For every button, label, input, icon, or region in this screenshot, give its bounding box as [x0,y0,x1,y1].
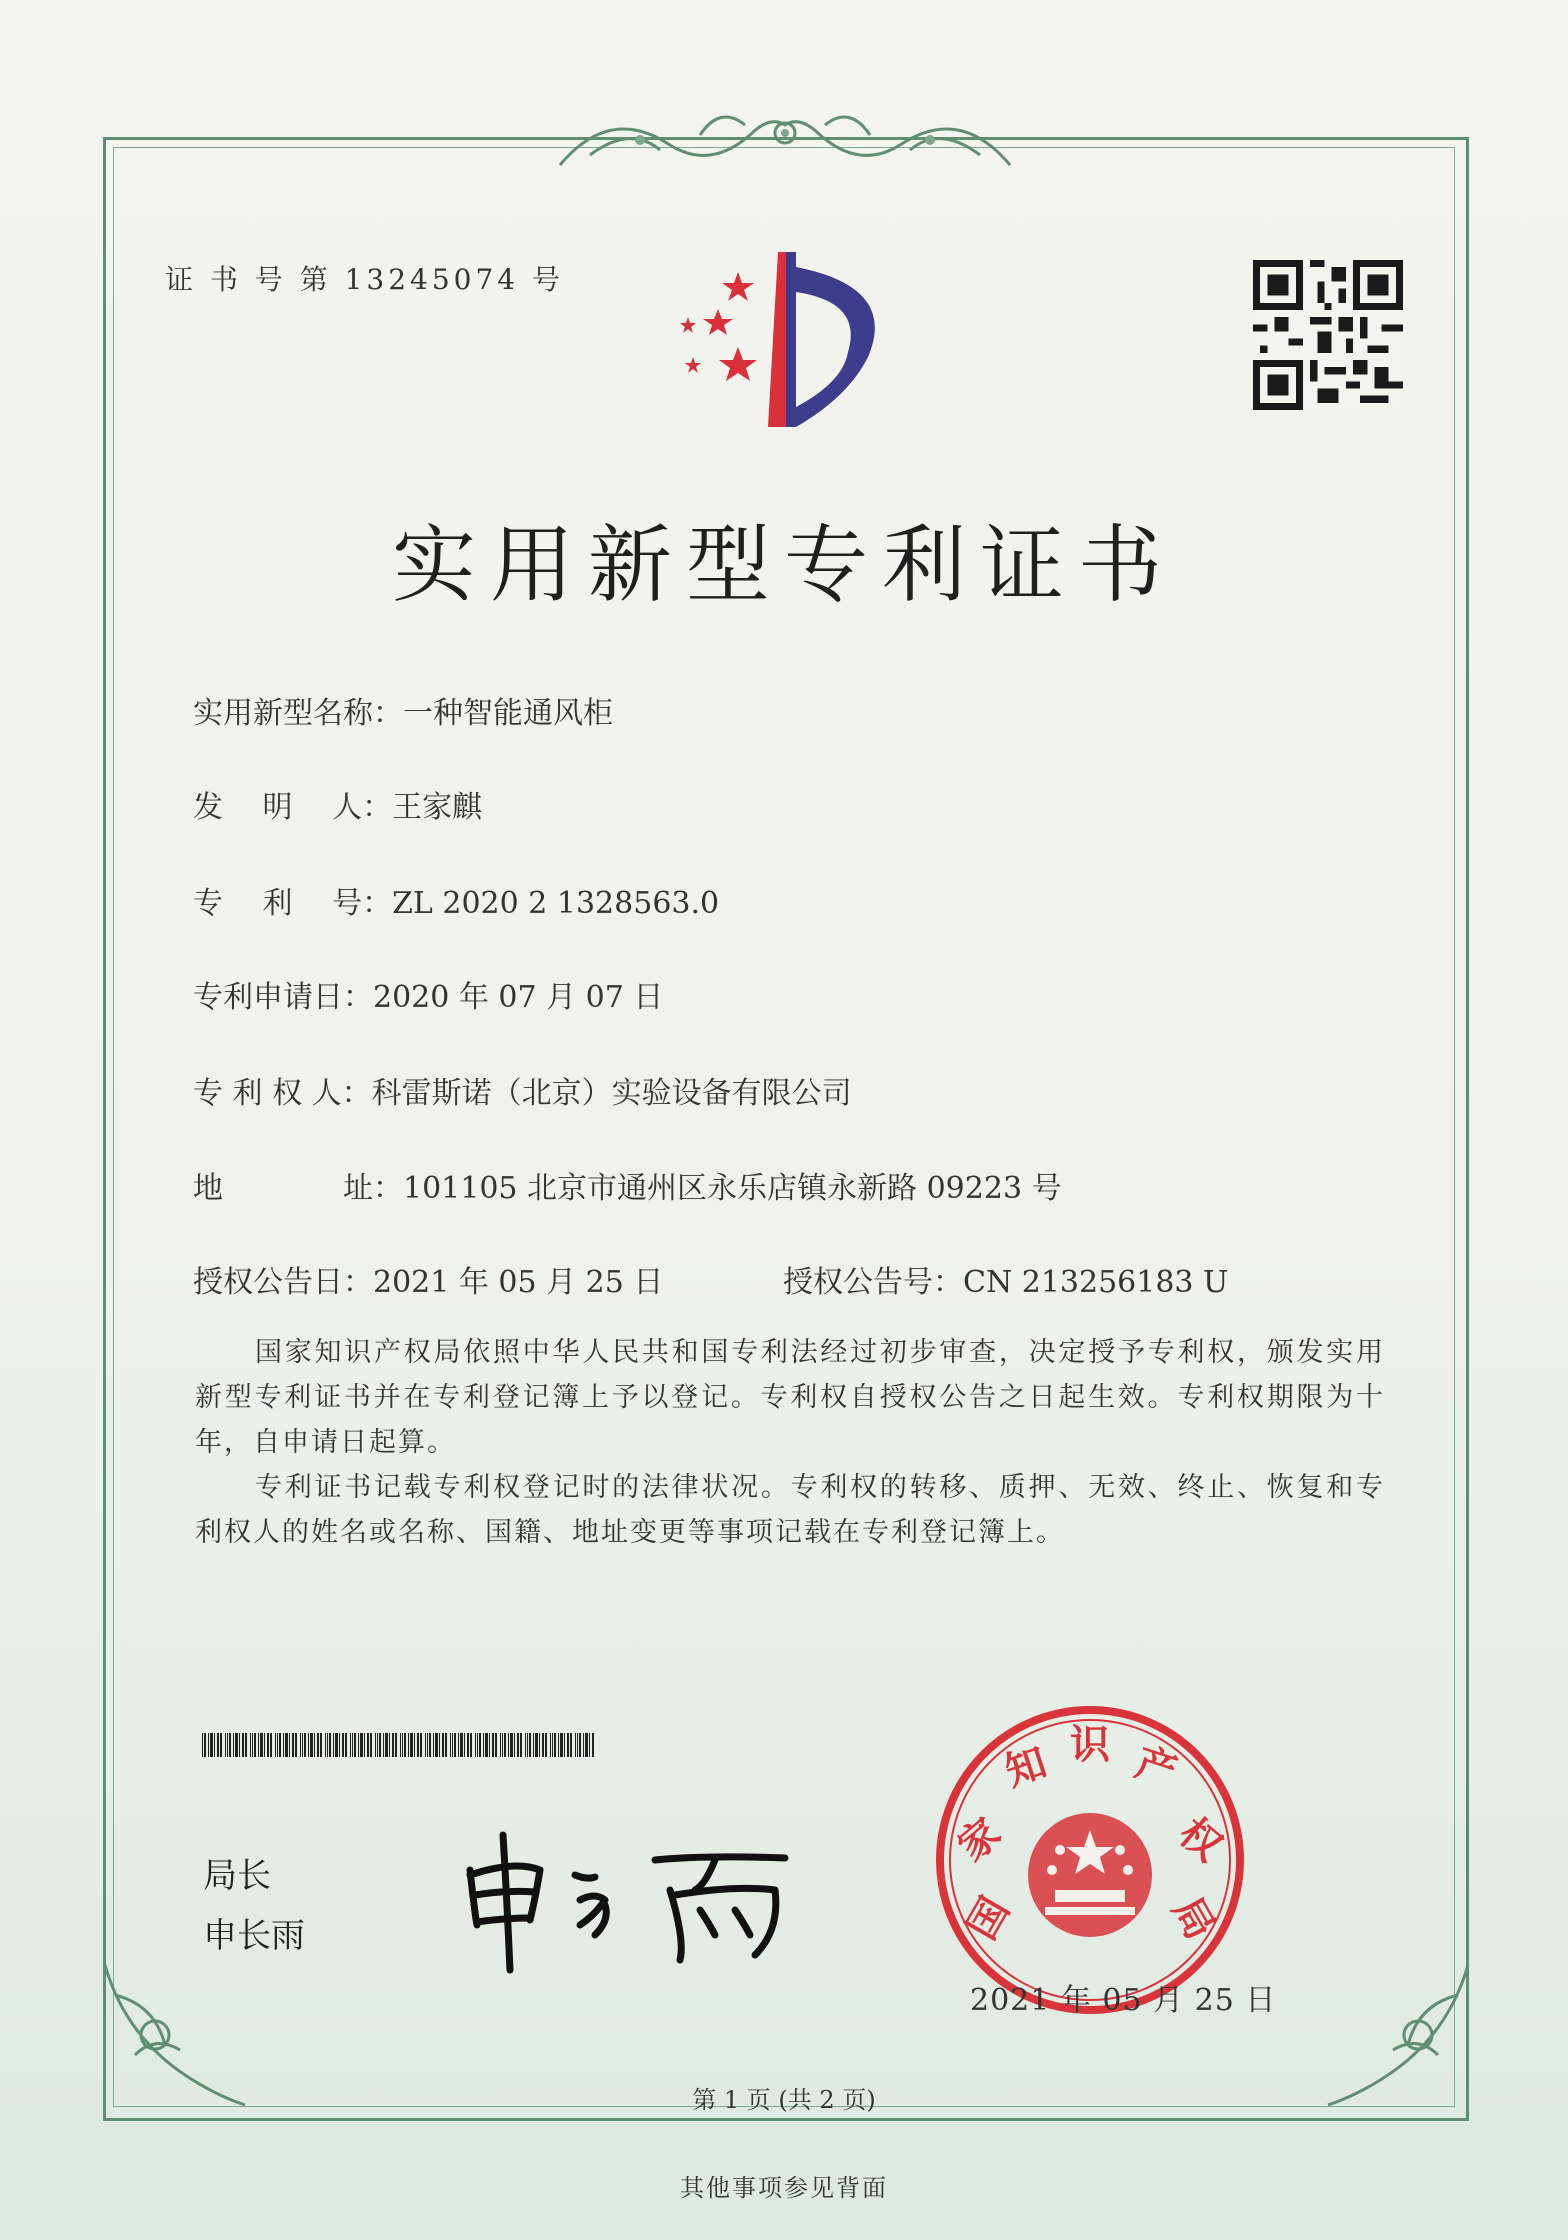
barcode-bar [225,1733,226,1757]
barcode-bar [550,1733,551,1757]
barcode-bar [264,1733,265,1757]
inventor-value: 王家麒 [392,790,483,825]
barcode-bar [210,1733,213,1757]
barcode-bar [377,1733,378,1757]
barcode-bar [310,1733,313,1757]
barcode-bar [433,1733,434,1757]
barcode-bar [345,1733,347,1757]
barcode-bar [214,1733,215,1757]
barcode-bar [389,1733,390,1757]
barcode-bar [250,1733,251,1757]
announcement-date-row [193,1257,663,1301]
director-title: 局长 [203,1856,271,1896]
barcode-bar [408,1733,409,1757]
barcode-bar [458,1733,459,1757]
barcode-bar [508,1733,509,1757]
barcode-bar [375,1733,376,1757]
barcode-bar [242,1733,244,1757]
barcode-bar [577,1733,578,1757]
barcode-bar [570,1733,572,1757]
barcode-bar [258,1733,259,1757]
barcode-bar [429,1733,431,1757]
official-seal-icon [930,1700,1250,2020]
barcode-bar [292,1733,294,1757]
barcode-bar [575,1733,576,1757]
barcode-bar [535,1733,538,1757]
patent-number-label: 专 利 号： [193,886,393,921]
barcode-bar [314,1733,315,1757]
director-signature [455,1830,795,1975]
announcement-date-label: 授权公告日： [193,1265,373,1300]
filing-date-label: 专利申请日： [193,980,373,1015]
barcode-bar [500,1733,501,1757]
barcode-bar [479,1733,481,1757]
barcode-bar [529,1733,531,1757]
barcode-bar [260,1733,263,1757]
announcement-number-label: 授权公告号： [783,1265,963,1300]
barcode-bar [583,1733,584,1757]
patent-number-row [193,878,719,922]
barcode-bar [339,1733,340,1757]
page-indicator: 第 1 页 (共 2 页) [692,2086,876,2114]
barcode-bar [383,1733,384,1757]
barcode-bar [425,1733,426,1757]
barcode-bar [400,1733,401,1757]
barcode-bar [592,1733,594,1757]
barcode-bar [420,1733,422,1757]
barcode-bar [267,1733,269,1757]
barcode-bar [452,1733,453,1757]
barcode-bar [395,1733,397,1757]
barcode-bar [427,1733,428,1757]
svg-text:局: 局 [1163,1889,1224,1948]
barcode-bar [504,1733,506,1757]
barcode-bar [325,1733,326,1757]
barcode-bar [464,1733,465,1757]
barcode-bar [467,1733,469,1757]
patentee-row [193,1068,852,1112]
barcode-bar [454,1733,456,1757]
barcode-bar [202,1733,203,1757]
director-name: 申长雨 [203,1916,305,1956]
barcode-bar [527,1733,528,1757]
barcode-bar [545,1733,547,1757]
barcode-bar [358,1733,359,1757]
barcode-bar [329,1733,331,1757]
inventor-row [193,782,482,826]
utility-model-name-value: 一种智能通风柜 [403,696,613,731]
barcode-bar [477,1733,478,1757]
barcode-bar [270,1733,272,1757]
barcode-bar [445,1733,447,1757]
barcode-bar [483,1733,484,1757]
seal-date: 2021 年 05 月 25 日 [970,1983,1277,2018]
barcode-bar [475,1733,476,1757]
barcode-bar [510,1733,513,1757]
barcode-bar [275,1733,276,1757]
barcode-bar [285,1733,288,1757]
barcode-bar [554,1733,556,1757]
svg-text:家: 家 [949,1809,1010,1871]
barcode-bar [410,1733,413,1757]
utility-model-name-row [193,688,613,732]
patentee-label: 专 利 权 人： [193,1076,372,1111]
barcode-bar [335,1733,338,1757]
barcode-icon [202,1733,594,1757]
qr-code-icon [1253,260,1403,410]
patent-number-value: ZL 2020 2 1328563.0 [392,886,720,921]
barcode-bar [302,1733,303,1757]
certificate-title: 实用新型专利证书 [391,516,1176,614]
certificate-border-inner [113,147,1455,2107]
barcode-bar [585,1733,588,1757]
footer-note: 其他事项参见背面 [680,2174,888,2202]
barcode-bar [517,1733,519,1757]
barcode-bar [204,1733,206,1757]
barcode-bar [304,1733,306,1757]
barcode-bar [300,1733,301,1757]
barcode-bar [220,1733,222,1757]
barcode-bar [495,1733,497,1757]
barcode-bar [385,1733,388,1757]
barcode-bar [489,1733,490,1757]
barcode-bar [435,1733,438,1757]
barcode-bar [327,1733,328,1757]
barcode-bar [514,1733,515,1757]
filing-date-row [193,972,663,1016]
barcode-bar [539,1733,540,1757]
barcode-bar [492,1733,494,1757]
barcode-bar [350,1733,351,1757]
barcode-bar [485,1733,488,1757]
barcode-bar [317,1733,319,1757]
top-ornament-icon [550,95,1020,185]
barcode-bar [367,1733,369,1757]
barcode-bar [245,1733,247,1757]
barcode-bar [229,1733,231,1757]
svg-text:权: 权 [1170,1809,1231,1871]
utility-model-name-label: 实用新型名称： [193,696,403,731]
barcode-bar [239,1733,240,1757]
barcode-bar [520,1733,522,1757]
barcode-bar [442,1733,444,1757]
barcode-bar [450,1733,451,1757]
barcode-bar [417,1733,419,1757]
certificate-number: 证 书 号 第 13245074 号 [165,263,565,296]
announcement-date-value: 2021 年 05 月 25 日 [373,1265,664,1300]
barcode-bar [279,1733,281,1757]
barcode-bar [402,1733,403,1757]
barcode-bar [360,1733,363,1757]
barcode-bar [333,1733,334,1757]
inventor-label: 发 明 人： [193,790,393,825]
barcode-bar [342,1733,344,1757]
barcode-bar [542,1733,544,1757]
address-row [193,1163,1062,1207]
cnipa-logo-icon [668,247,908,437]
barcode-bar [235,1733,238,1757]
barcode-bar [552,1733,553,1757]
barcode-bar [364,1733,365,1757]
barcode-bar [470,1733,472,1757]
barcode-bar [392,1733,394,1757]
barcode-bar [208,1733,209,1757]
announcement-number-value: CN 213256183 U [963,1265,1229,1300]
barcode-bar [354,1733,356,1757]
barcode-bar [460,1733,463,1757]
patentee-value: 科雷斯诺（北京）实验设备有限公司 [371,1076,852,1111]
filing-date-value: 2020 年 07 月 07 日 [373,980,664,1015]
barcode-bar [295,1733,297,1757]
barcode-bar [320,1733,322,1757]
svg-text:知: 知 [999,1739,1053,1796]
svg-text:产: 产 [1129,1739,1183,1796]
barcode-bar [589,1733,590,1757]
barcode-bar [252,1733,253,1757]
barcode-bar [283,1733,284,1757]
svg-text:国: 国 [958,1889,1019,1948]
barcode-bar [308,1733,309,1757]
barcode-bar [254,1733,256,1757]
barcode-bar [439,1733,440,1757]
barcode-bar [502,1733,503,1757]
barcode-bar [525,1733,526,1757]
legal-status-paragraph: 专利证书记载专利权登记时的法律状况。专利权的转移、质押、无效、终止、恢复和专利权人的姓名或名称、国籍、地址变更等事项记载在专利登记簿上。 [195,1472,1385,1548]
barcode-bar [277,1733,278,1757]
address-value: 101105 北京市通州区永乐店镇永新路 09223 号 [403,1171,1062,1206]
barcode-bar [370,1733,372,1757]
barcode-bar [217,1733,219,1757]
barcode-bar [567,1733,569,1757]
svg-text:识: 识 [1070,1722,1110,1768]
barcode-bar [227,1733,228,1757]
barcode-bar [352,1733,353,1757]
barcode-bar [533,1733,534,1757]
barcode-bar [289,1733,290,1757]
barcode-bar [579,1733,581,1757]
barcode-bar [558,1733,559,1757]
announcement-number-row [783,1257,1228,1301]
barcode-bar [414,1733,415,1757]
barcode-bar [233,1733,234,1757]
address-label: 地 址： [193,1171,403,1206]
barcode-bar [379,1733,381,1757]
barcode-bar [560,1733,563,1757]
grant-statement-paragraph: 国家知识产权局依照中华人民共和国专利法经过初步审查，决定授予专利权，颁发实用新型专利证书并在专利登记簿上予以登记。专利权自授权公告之日起生效。专利权期限为十年，自申请日起算。 [195,1337,1385,1458]
barcode-bar [404,1733,406,1757]
barcode-bar [564,1733,565,1757]
